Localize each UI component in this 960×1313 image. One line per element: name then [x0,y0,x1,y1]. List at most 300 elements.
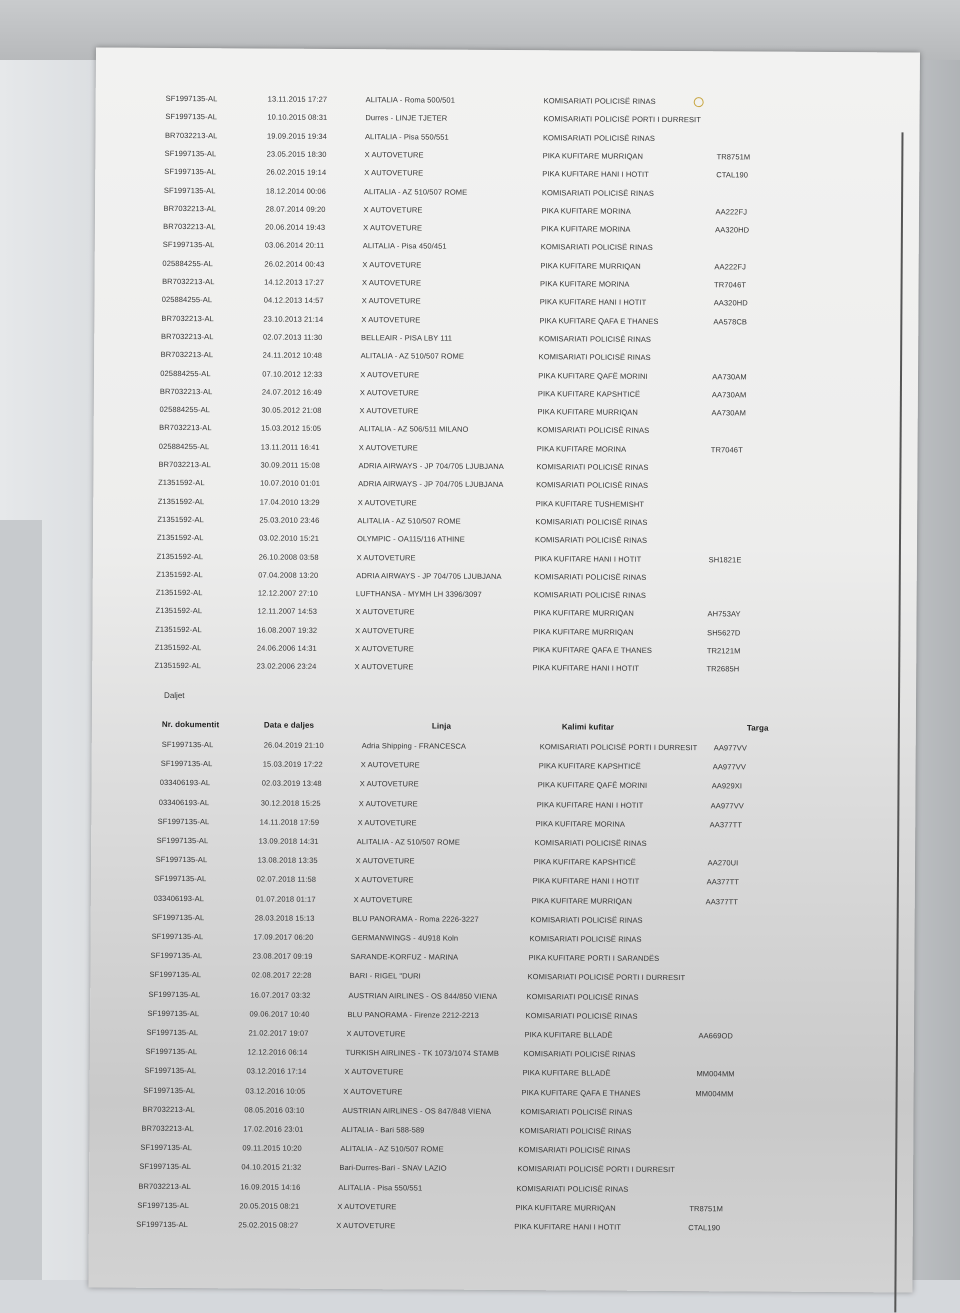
cell-date: 03.12.2016 17:14 [246,1066,307,1077]
table-row [95,130,895,151]
cell-doc-number: Z1351592-AL [155,624,202,634]
cell-border-crossing: PIKA KUFITARE QAFA E THANES [539,315,659,326]
table-row [91,331,891,352]
cell-border-crossing: KOMISARIATI POLICISË RINAS [530,914,643,925]
cell-line: X AUTOVETURE [360,760,420,770]
cell-doc-number: BR7032213-AL [141,1123,194,1134]
table-row [70,1143,870,1164]
cell-line: X AUTOVETURE [359,406,419,416]
cell-doc-number: SF1997135-AL [148,989,201,999]
cell-date: 10.10.2015 08:31 [267,112,328,123]
cell-border-crossing: PIKA KUFITARE TUSHEMISHT [535,498,645,509]
cell-line: BLU PANORAMA - Firenze 2212-2213 [347,1009,479,1020]
cell-border-crossing: KOMISARIATI POLICISË RINAS [536,462,649,472]
cell-border-crossing: PIKA KUFITARE PORTI I SARANDËS [528,953,660,964]
cell-line: ALITALIA - AZ 506/511 MILANO [359,424,469,435]
cell-plate: MM004MM [695,1088,734,1098]
cell-border-crossing: PIKA KUFITARE HANI I HOTIT [539,297,647,308]
table-row [92,739,892,760]
cell-line: ALITALIA - Roma 500/501 [365,95,456,105]
table-row [89,423,889,444]
cell-plate: AA977VV [710,800,744,811]
cell-doc-number: 033406193-AL [153,893,205,903]
cell-date: 03.02.2010 15:21 [258,533,320,544]
cell-date: 26.04.2019 21:10 [263,740,324,750]
cell-doc-number: SF1997135-AL [160,759,213,769]
table-row [93,240,893,261]
table-row [77,1008,877,1029]
cell-date: 16.07.2017 03:32 [250,990,311,1000]
cell-date: 03.06.2014 20:11 [264,240,325,251]
cell-date: 13.11.2011 16:41 [260,442,320,452]
cell-border-crossing: KOMISARIATI POLICISË PORTI I DURRESIT [517,1164,676,1175]
cell-date: 02.03.2019 13:48 [261,778,322,789]
cell-date: 26.10.2008 03:58 [258,551,319,562]
cell-doc-number: BR7032213-AL [160,350,214,360]
cell-date: 15.03.2019 17:22 [262,759,323,770]
cell-border-crossing: PIKA KUFITARE QAFA E THANES [532,645,652,655]
cell-doc-number: BR7032213-AL [138,1181,191,1191]
table-row [88,459,888,480]
table-row [89,797,889,818]
cell-doc-number: BR7032213-AL [160,331,214,342]
table-row [92,276,892,297]
cell-doc-number: 033406193-AL [159,778,211,788]
cell-date: 28.03.2018 15:13 [254,913,315,923]
table-row [79,970,879,991]
cell-date: 19.09.2015 19:34 [266,131,327,141]
table-row [74,1066,874,1087]
table-row [87,533,887,554]
cell-date: 02.07.2013 11:30 [262,332,323,342]
cell-border-crossing: KOMISARIATI POLICISË RINAS [538,352,651,363]
cell-doc-number: Z1351592-AL [157,496,205,506]
cell-doc-number: Z1351592-AL [157,514,204,525]
table-row [82,931,882,952]
cell-date: 13.08.2018 13:35 [257,855,318,866]
cell-border-crossing: KOMISARIATI POLICISË RINAS [534,838,647,848]
cell-border-crossing: PIKA KUFITARE QAFA E THANES [521,1087,641,1098]
cell-doc-number: Z1351592-AL [156,551,204,561]
cell-border-crossing: PIKA KUFITARE HANI I HOTIT [536,799,644,810]
cell-doc-number: Z1351592-AL [156,569,203,579]
cell-line: X AUTOVETURE [358,798,418,809]
table-row [95,112,895,133]
cell-border-crossing: KOMISARIATI POLICISË RINAS [542,132,656,143]
cell-date: 20.06.2014 19:43 [265,222,326,232]
cell-line: X AUTOVETURE [355,625,415,636]
cell-date: 04.10.2015 21:32 [241,1162,302,1173]
cell-line: X AUTOVETURE [354,644,414,654]
cell-doc-number: SF1997135-AL [144,1066,197,1076]
cell-line: X AUTOVETURE [354,875,414,885]
cell-date: 09.11.2015 10:20 [242,1143,302,1153]
cell-border-crossing: PIKA KUFITARE MURRIQAN [542,151,644,161]
cell-border-crossing: KOMISARIATI POLICISË RINAS [535,517,648,527]
table-row [72,1104,872,1125]
cell-date: 23.05.2015 18:30 [266,149,327,159]
table-row [88,816,888,837]
cell-line: ALITALIA - AZ 510/507 ROME [340,1144,444,1154]
cell-doc-number: SF1997135-AL [137,1200,190,1210]
cell-border-crossing: PIKA KUFITARE MURRIQAN [540,260,641,271]
cell-date: 10.07.2010 01:01 [260,478,321,489]
cell-line: GERMANWINGS - 4U918 Koln [351,933,459,943]
cell-plate: CTAL190 [716,170,749,180]
table-row [94,167,894,188]
cell-line: ADRIA AIRWAYS - JP 704/705 LJUBJANA [358,461,504,471]
table-row [85,606,885,627]
header-plate: Targa [746,723,769,733]
cell-plate: AA578CB [713,316,748,327]
desk-shadow [0,520,42,1280]
table-row [85,874,885,895]
table-row [88,478,888,499]
table-row [84,661,884,682]
cell-line: X AUTOVETURE [355,856,415,866]
cell-date: 25.03.2010 23:46 [259,515,320,525]
cell-line: X AUTOVETURE [363,204,423,215]
cell-plate: AA929XI [711,781,743,791]
table-row [91,759,891,780]
cell-border-crossing: PIKA KUFITARE MURRIQAN [533,626,634,637]
cell-border-crossing: PIKA KUFITARE MORINA [541,224,631,234]
cell-plate: AA977VV [712,762,746,772]
cell-line: ALITALIA - AZ 510/507 ROME [356,837,461,847]
table-row [96,93,896,114]
table-row [93,222,893,243]
cell-border-crossing: PIKA KUFITARE HANI I HOTIT [534,553,642,564]
cell-line: X AUTOVETURE [337,1201,397,1212]
cell-border-crossing: KOMISARIATI POLICISË PORTI I DURRESIT [543,114,701,125]
cell-date: 14.11.2018 17:59 [259,817,320,827]
cell-plate: AA977VV [713,743,748,753]
cell-line: X AUTOVETURE [336,1220,396,1231]
cell-border-crossing: KOMISARIATI POLICISË RINAS [534,571,647,582]
cell-date: 17.02.2016 23:01 [243,1124,304,1134]
cell-line: X AUTOVETURE [354,662,414,672]
cell-date: 24.07.2012 16:49 [261,387,322,397]
cell-date: 18.12.2014 00:06 [265,186,326,196]
cell-border-crossing: PIKA KUFITARE HANI I HOTIT [532,663,640,674]
cell-doc-number: SF1997135-AL [165,112,218,122]
cell-line: X AUTOVETURE [364,150,424,160]
cell-doc-number: SF1997135-AL [140,1142,193,1153]
cell-doc-number: SF1997135-AL [155,855,208,865]
cell-date: 23.02.2006 23:24 [256,661,317,672]
cell-line: ALITALIA - Pisa 550/551 [364,131,449,142]
cell-border-crossing: KOMISARIATI POLICISË RINAS [541,187,654,198]
cell-line: ALITALIA - Bari 588-589 [341,1125,425,1135]
header-border-crossing: Kalimi kufitar [561,722,614,732]
table-row [86,855,886,876]
cell-border-crossing: PIKA KUFITARE BLLADË [522,1068,611,1079]
cell-doc-number: SF1997135-AL [146,1027,199,1038]
header-exit-date: Data e daljes [263,720,315,730]
cell-date: 23.08.2017 09:19 [252,951,313,962]
cell-line: X AUTOVETURE [362,259,422,270]
cell-border-crossing: KOMISARIATI POLICISË RINAS [538,334,652,344]
cell-line: X AUTOVETURE [356,552,416,562]
cell-line: AUSTRIAN AIRLINES - OS 847/848 VIENA [342,1105,492,1116]
cell-plate: AA669OD [698,1031,733,1041]
cell-border-crossing: PIKA KUFITARE KAPSHTICË [537,388,641,399]
table-row [86,569,886,590]
cell-plate: TR2685H [706,664,740,674]
cell-line: AUSTRIAN AIRLINES - OS 844/850 VIENA [348,990,498,1001]
cell-doc-number: 025884255-AL [160,368,211,378]
cell-plate: AA730AM [711,408,747,418]
cell-line: ADRIA AIRWAYS - JP 704/705 LJUBJANA [356,570,502,581]
table-row [92,295,892,316]
header-line: Linja [431,721,452,731]
cell-line: Durres - LINJE TJETER [365,113,448,123]
cell-date: 01.07.2018 01:17 [255,894,316,904]
cell-line: X AUTOVETURE [357,817,417,828]
cell-doc-number: SF1997135-AL [149,970,202,980]
cell-doc-number: BR7032213-AL [163,203,217,214]
cell-plate: TR2121M [706,646,741,656]
table-row [84,893,884,914]
cell-line: Bari-Durres-Bari - SNAV LAZIO [339,1163,447,1174]
cell-border-crossing: PIKA KUFITARE MORINA [535,818,626,829]
cell-border-crossing: PIKA KUFITARE MURRIQAN [531,895,633,906]
cell-border-crossing: KOMISARIATI POLICISË RINAS [516,1183,629,1194]
cell-doc-number: SF1997135-AL [154,874,207,884]
cell-doc-number: SF1997135-AL [151,931,204,942]
cell-line: X AUTOVETURE [364,168,424,178]
table-row [93,203,893,224]
cell-doc-number: Z1351592-AL [155,587,203,598]
cell-border-crossing: PIKA KUFITARE MORINA [536,443,627,454]
table-row [81,951,881,972]
cell-line: ALITALIA - AZ 510/507 ROME [363,186,468,197]
table-row [94,185,894,206]
cell-border-crossing: KOMISARIATI POLICISË RINAS [536,480,649,491]
cell-line: X AUTOVETURE [343,1086,403,1096]
cell-date: 12.12.2007 27:10 [257,588,318,598]
cell-doc-number: SF1997135-AL [156,835,209,846]
cell-doc-number: SF1997135-AL [157,816,210,826]
cell-line: ALITALIA - AZ 510/507 ROME [360,351,464,361]
cell-plate: AA320HD [713,298,748,308]
cell-doc-number: 025884255-AL [159,404,210,415]
cell-border-crossing: KOMISARIATI POLICISË RINAS [518,1145,631,1155]
cell-date: 04.12.2013 14:57 [263,295,324,306]
cell-line: LUFTHANSA - MYMH LH 3396/3097 [355,589,482,599]
cell-border-crossing: KOMISARIATI POLICISË RINAS [543,96,656,106]
cell-plate: SH5627D [707,627,741,638]
cell-line: X AUTOVETURE [358,442,418,453]
cell-border-crossing: KOMISARIATI POLICISË RINAS [526,991,639,1002]
cell-border-crossing: KOMISARIATI POLICISË RINAS [523,1049,636,1059]
cell-border-crossing: PIKA KUFITARE HANI I HOTIT [532,876,640,887]
cell-date: 15.03.2012 15:05 [261,423,322,434]
cell-date: 23.10.2013 21:14 [263,314,324,324]
cell-doc-number: Z1351592-AL [155,606,203,616]
cell-date: 16.08.2007 19:32 [257,625,318,635]
cell-doc-number: SF1997135-AL [163,185,216,195]
cell-line: X AUTOVETURE [360,369,420,379]
table-row [67,1200,867,1221]
cell-date: 08.05.2016 03:10 [244,1105,305,1115]
cell-line: X AUTOVETURE [362,278,422,288]
cell-plate: AA377TT [709,820,743,830]
cell-date: 21.02.2017 19:07 [248,1028,309,1038]
cell-plate: AA270UI [707,858,739,868]
cell-border-crossing: KOMISARIATI POLICISË RINAS [529,934,642,944]
cell-date: 25.02.2015 08:27 [238,1220,299,1230]
cell-plate: AH753AY [707,609,741,619]
table-row [66,1219,866,1240]
table-row [85,642,885,663]
cell-date: 26.02.2015 19:14 [266,167,327,178]
cell-line: X AUTOVETURE [357,497,417,508]
cell-plate: AA377TT [705,896,739,907]
cell-date: 13.11.2015 17:27 [267,94,328,104]
cell-border-crossing: KOMISARIATI POLICISË PORTI I DURRESIT [539,742,698,753]
cell-line: X AUTOVETURE [344,1067,404,1077]
cell-doc-number: SF1997135-AL [150,951,203,961]
cell-date: 30.05.2012 21:08 [261,405,322,415]
cell-line: X AUTOVETURE [355,607,415,617]
cell-date: 17.04.2010 13:29 [259,497,320,507]
section-label-daljet: Daljet [164,690,185,701]
table-row [87,514,887,535]
page-border-line [894,132,903,1312]
cell-border-crossing: PIKA KUFITARE HANI I HOTIT [542,169,649,180]
cell-border-crossing: KOMISARIATI POLICISË RINAS [533,590,647,600]
cell-date: 03.12.2016 10:05 [245,1086,306,1096]
cell-doc-number: Z1351592-AL [158,478,205,488]
cell-doc-number: BR7032213-AL [161,313,214,323]
cell-plate: AA320HD [715,225,750,235]
cell-border-crossing: PIKA KUFITARE QAFË MORINI [537,780,648,791]
cell-date: 30.09.2011 15:08 [260,460,320,470]
table-row [91,350,891,371]
table-row [78,989,878,1010]
cell-doc-number: BR7032213-AL [164,130,218,140]
table-row [95,148,895,169]
cell-border-crossing: KOMISARIATI POLICISË RINAS [525,1010,638,1021]
table-row [83,912,883,933]
cell-line: ALITALIA - AZ 510/507 ROME [357,515,461,526]
table-header [92,719,892,740]
cell-line: X AUTOVETURE [359,779,419,789]
cell-line: X AUTOVETURE [353,894,413,905]
cell-plate: AA222FJ [714,261,747,272]
cell-plate: TR8751M [689,1203,724,1214]
cell-line: ALITALIA - Pisa 550/551 [338,1182,423,1193]
cell-border-crossing: KOMISARIATI POLICISË RINAS [540,242,653,253]
cell-plate: AA730AM [712,371,747,381]
header-doc-number: Nr. dokumentit [161,719,220,730]
table-row [87,835,887,856]
cell-border-crossing: KOMISARIATI POLICISË RINAS [537,425,650,436]
table-row [90,386,890,407]
cell-border-crossing: PIKA KUFITARE HANI I HOTIT [514,1222,621,1232]
cell-line: ALITALIA - Pisa 450/451 [362,241,447,252]
cell-line: Adria Shipping - FRANCESCA [361,741,467,751]
cell-plate: TR7046T [710,444,743,455]
cell-border-crossing: PIKA KUFITARE MURRIQAN [537,407,638,417]
cell-date: 30.12.2018 15:25 [260,798,321,808]
table-row [86,588,886,609]
cell-doc-number: Z1351592-AL [154,661,202,671]
cell-border-crossing: PIKA KUFITARE QAFË MORINI [538,370,648,381]
cell-line: X AUTOVETURE [363,223,423,233]
cell-doc-number: SF1997135-AL [143,1085,196,1095]
cell-date: 20.05.2015 08:21 [239,1201,300,1211]
cell-plate: TR7046T [714,280,747,290]
cell-doc-number: SF1997135-AL [161,739,214,750]
table-row [92,258,892,279]
cell-date: 12.12.2016 06:14 [247,1047,308,1057]
table-row [89,405,889,426]
cell-line: BLU PANORAMA - Roma 2226-3227 [352,913,479,924]
cell-doc-number: BR7032213-AL [159,386,213,396]
cell-doc-number: 025884255-AL [158,441,210,451]
cell-border-crossing: PIKA KUFITARE MORINA [540,279,630,289]
table-row [87,551,887,572]
cell-border-crossing: PIKA KUFITARE BLLADË [524,1030,613,1040]
cell-border-crossing: KOMISARIATI POLICISË RINAS [519,1126,632,1136]
cell-line: X AUTOVETURE [359,387,419,398]
cell-doc-number: BR7032213-AL [158,459,211,470]
table-row [71,1123,871,1144]
cell-plate: AA377TT [706,877,740,887]
cell-date: 02.08.2017 22:28 [251,970,312,981]
cell-line: X AUTOVETURE [346,1029,406,1039]
cell-doc-number: 025884255-AL [162,258,213,268]
table-row [88,496,888,517]
cell-plate: AA730AM [711,390,747,400]
table-row [85,624,885,645]
cell-doc-number: SF1997135-AL [164,148,217,159]
photocopied-document [88,47,920,1292]
cell-doc-number: BR7032213-AL [163,221,216,232]
cell-border-crossing: PIKA KUFITARE MURRIQAN [515,1202,616,1213]
cell-plate: TR8751M [716,152,751,162]
cell-border-crossing: KOMISARIATI POLICISË RINAS [534,535,648,546]
cell-border-crossing: PIKA KUFITARE KAPSHTICË [538,761,641,772]
table-row [76,1027,876,1048]
cell-doc-number: SF1997135-AL [152,912,205,922]
table-row [91,313,891,334]
cell-plate: MM004MM [696,1069,735,1079]
cell-date: 07.10.2012 12:33 [262,369,323,379]
table-row [69,1162,869,1183]
cell-doc-number: 033406193-AL [158,797,210,807]
cell-date: 28.07.2014 09:20 [265,204,326,214]
cell-plate: SH1821E [708,554,742,564]
cell-border-crossing: PIKA KUFITARE MURRIQAN [533,608,635,619]
cell-plate: CTAL190 [688,1223,721,1233]
table-row [89,441,889,462]
table-row [73,1085,873,1106]
table-row [68,1181,868,1202]
cell-border-crossing: KOMISARIATI POLICISË PORTI I DURRESIT [527,972,686,983]
cell-doc-number: SF1997135-AL [162,240,215,250]
cell-line: X AUTOVETURE [361,296,421,306]
cell-line: X AUTOVETURE [361,314,421,325]
cell-line: SARANDE-KORFUZ - MARINA [350,952,459,962]
cell-doc-number: Z1351592-AL [154,642,202,653]
cell-doc-number: SF1997135-AL [165,93,218,104]
cell-doc-number: BR7032213-AL [142,1104,195,1114]
table-row [90,368,890,389]
cell-line: OLYMPIC - OA115/116 ATHINE [356,534,465,544]
